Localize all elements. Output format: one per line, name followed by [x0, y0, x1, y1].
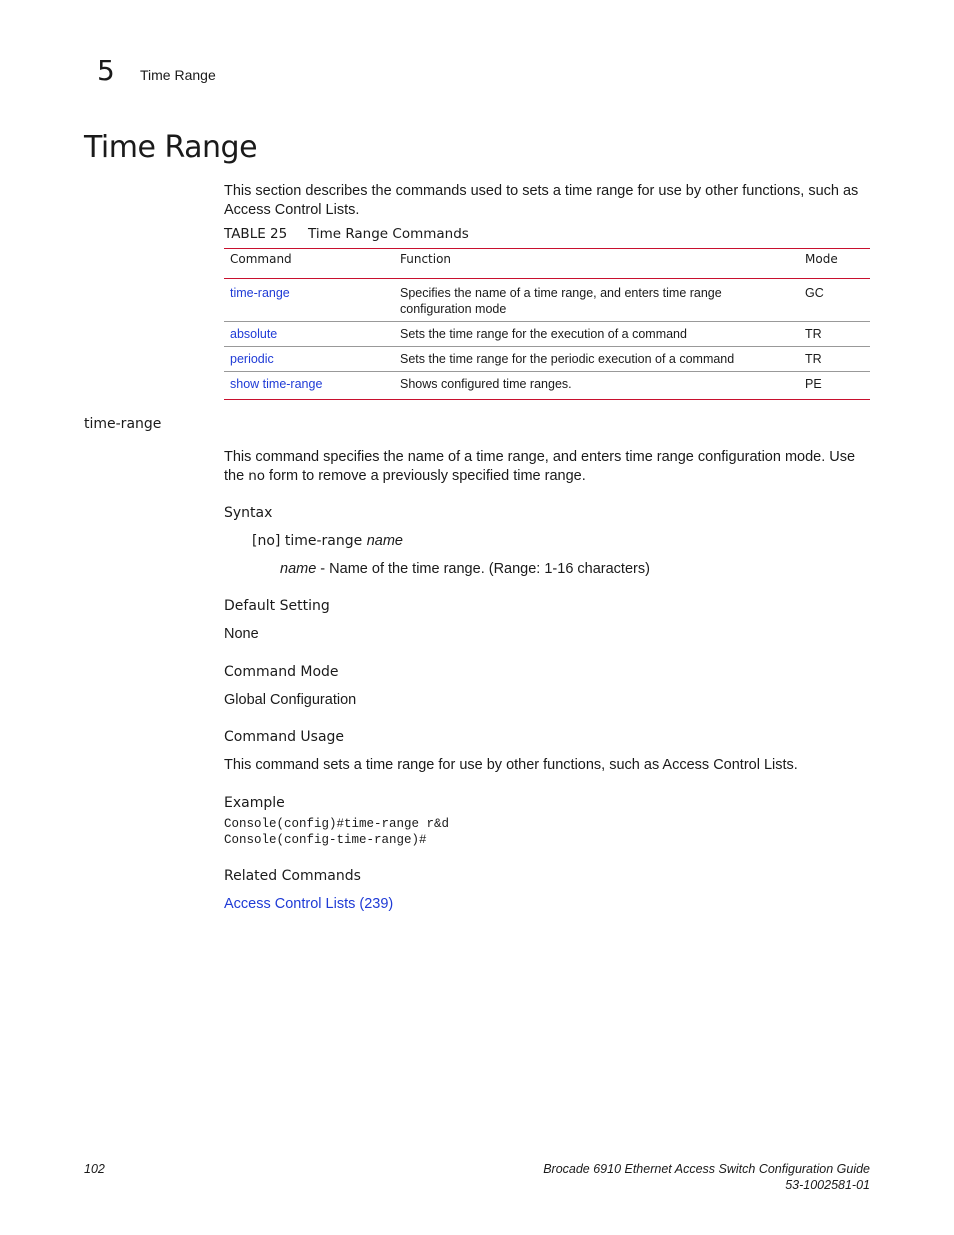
guide-title: Brocade 6910 Ethernet Access Switch Configuration Guide — [543, 1162, 870, 1176]
description-text: This command specifies the name of a time range, and enters time range configuration mode. Use the — [224, 449, 856, 484]
table-title: Time Range Commands — [308, 226, 469, 242]
table-row — [224, 322, 870, 347]
related-commands-heading: Related Commands — [224, 868, 361, 884]
chapter-title: Time Range — [140, 67, 216, 83]
example-heading: Example — [224, 795, 285, 811]
page-number: 102 — [84, 1162, 105, 1176]
function-cell: Shows configured time ranges. — [394, 372, 799, 400]
parameter-description — [280, 560, 650, 579]
table-caption — [224, 226, 469, 242]
mode-cell: TR — [799, 347, 870, 372]
function-cell: Sets the time range for the execution of a command — [394, 322, 799, 347]
mode-cell: TR — [799, 322, 870, 347]
command-link-absolute[interactable]: absolute — [230, 327, 278, 341]
syntax-bracket-close: ] — [274, 533, 285, 549]
syntax-command: time-range — [284, 533, 363, 549]
command-usage-text: This command sets a time range for use by other functions, such as Access Control Lists. — [224, 757, 798, 773]
column-header-function: Function — [394, 249, 799, 279]
document-number: 53-1002581-01 — [785, 1178, 870, 1192]
page-title: Time Range — [84, 130, 258, 165]
table-header-row — [224, 249, 870, 279]
default-setting-value: None — [224, 626, 259, 642]
intro-paragraph: This section describes the commands used to sets a time range for use by other functions, such as Access Control Lists. — [224, 183, 859, 218]
column-header-mode: Mode — [799, 249, 870, 279]
table-row — [224, 279, 870, 322]
function-cell: Sets the time range for the periodic execution of a command — [394, 347, 799, 372]
command-usage-heading: Command Usage — [224, 729, 345, 745]
column-header-command: Command — [224, 249, 394, 279]
command-description — [224, 448, 874, 486]
command-mode-heading: Command Mode — [224, 664, 339, 680]
parameter-text: - Name of the time range. (Range: 1-16 characters) — [316, 561, 650, 577]
related-command-link[interactable]: Access Control Lists (239) — [224, 896, 394, 912]
function-cell: Specifies the name of a time range, and enters time range configuration mode — [394, 279, 799, 322]
default-setting-heading: Default Setting — [224, 598, 330, 614]
example-code-line: Console(config)#time-range r&d — [224, 817, 450, 831]
description-text-end: form to remove a previously specified time range. — [265, 468, 586, 484]
mode-cell: PE — [799, 372, 870, 400]
table-label: TABLE 25 — [224, 226, 288, 242]
syntax-argument: name — [366, 533, 403, 549]
table-row — [224, 372, 870, 400]
command-link-periodic[interactable]: periodic — [230, 352, 274, 366]
parameter-name: name — [280, 561, 317, 577]
commands-table — [224, 248, 870, 400]
command-mode-value: Global Configuration — [224, 692, 357, 708]
mode-cell: GC — [799, 279, 870, 322]
command-link-time-range[interactable]: time-range — [230, 286, 290, 300]
syntax-line — [252, 533, 403, 549]
syntax-heading: Syntax — [224, 505, 273, 521]
table-row — [224, 347, 870, 372]
no-keyword: no — [248, 468, 266, 484]
syntax-no-keyword: no — [257, 533, 275, 549]
section-heading: time-range — [84, 416, 162, 432]
syntax-bracket-open: [ — [252, 533, 258, 549]
command-link-show-time-range[interactable]: show time-range — [230, 377, 323, 391]
chapter-number: 5 — [97, 54, 115, 87]
example-code-line: Console(config-time-range)# — [224, 833, 427, 847]
